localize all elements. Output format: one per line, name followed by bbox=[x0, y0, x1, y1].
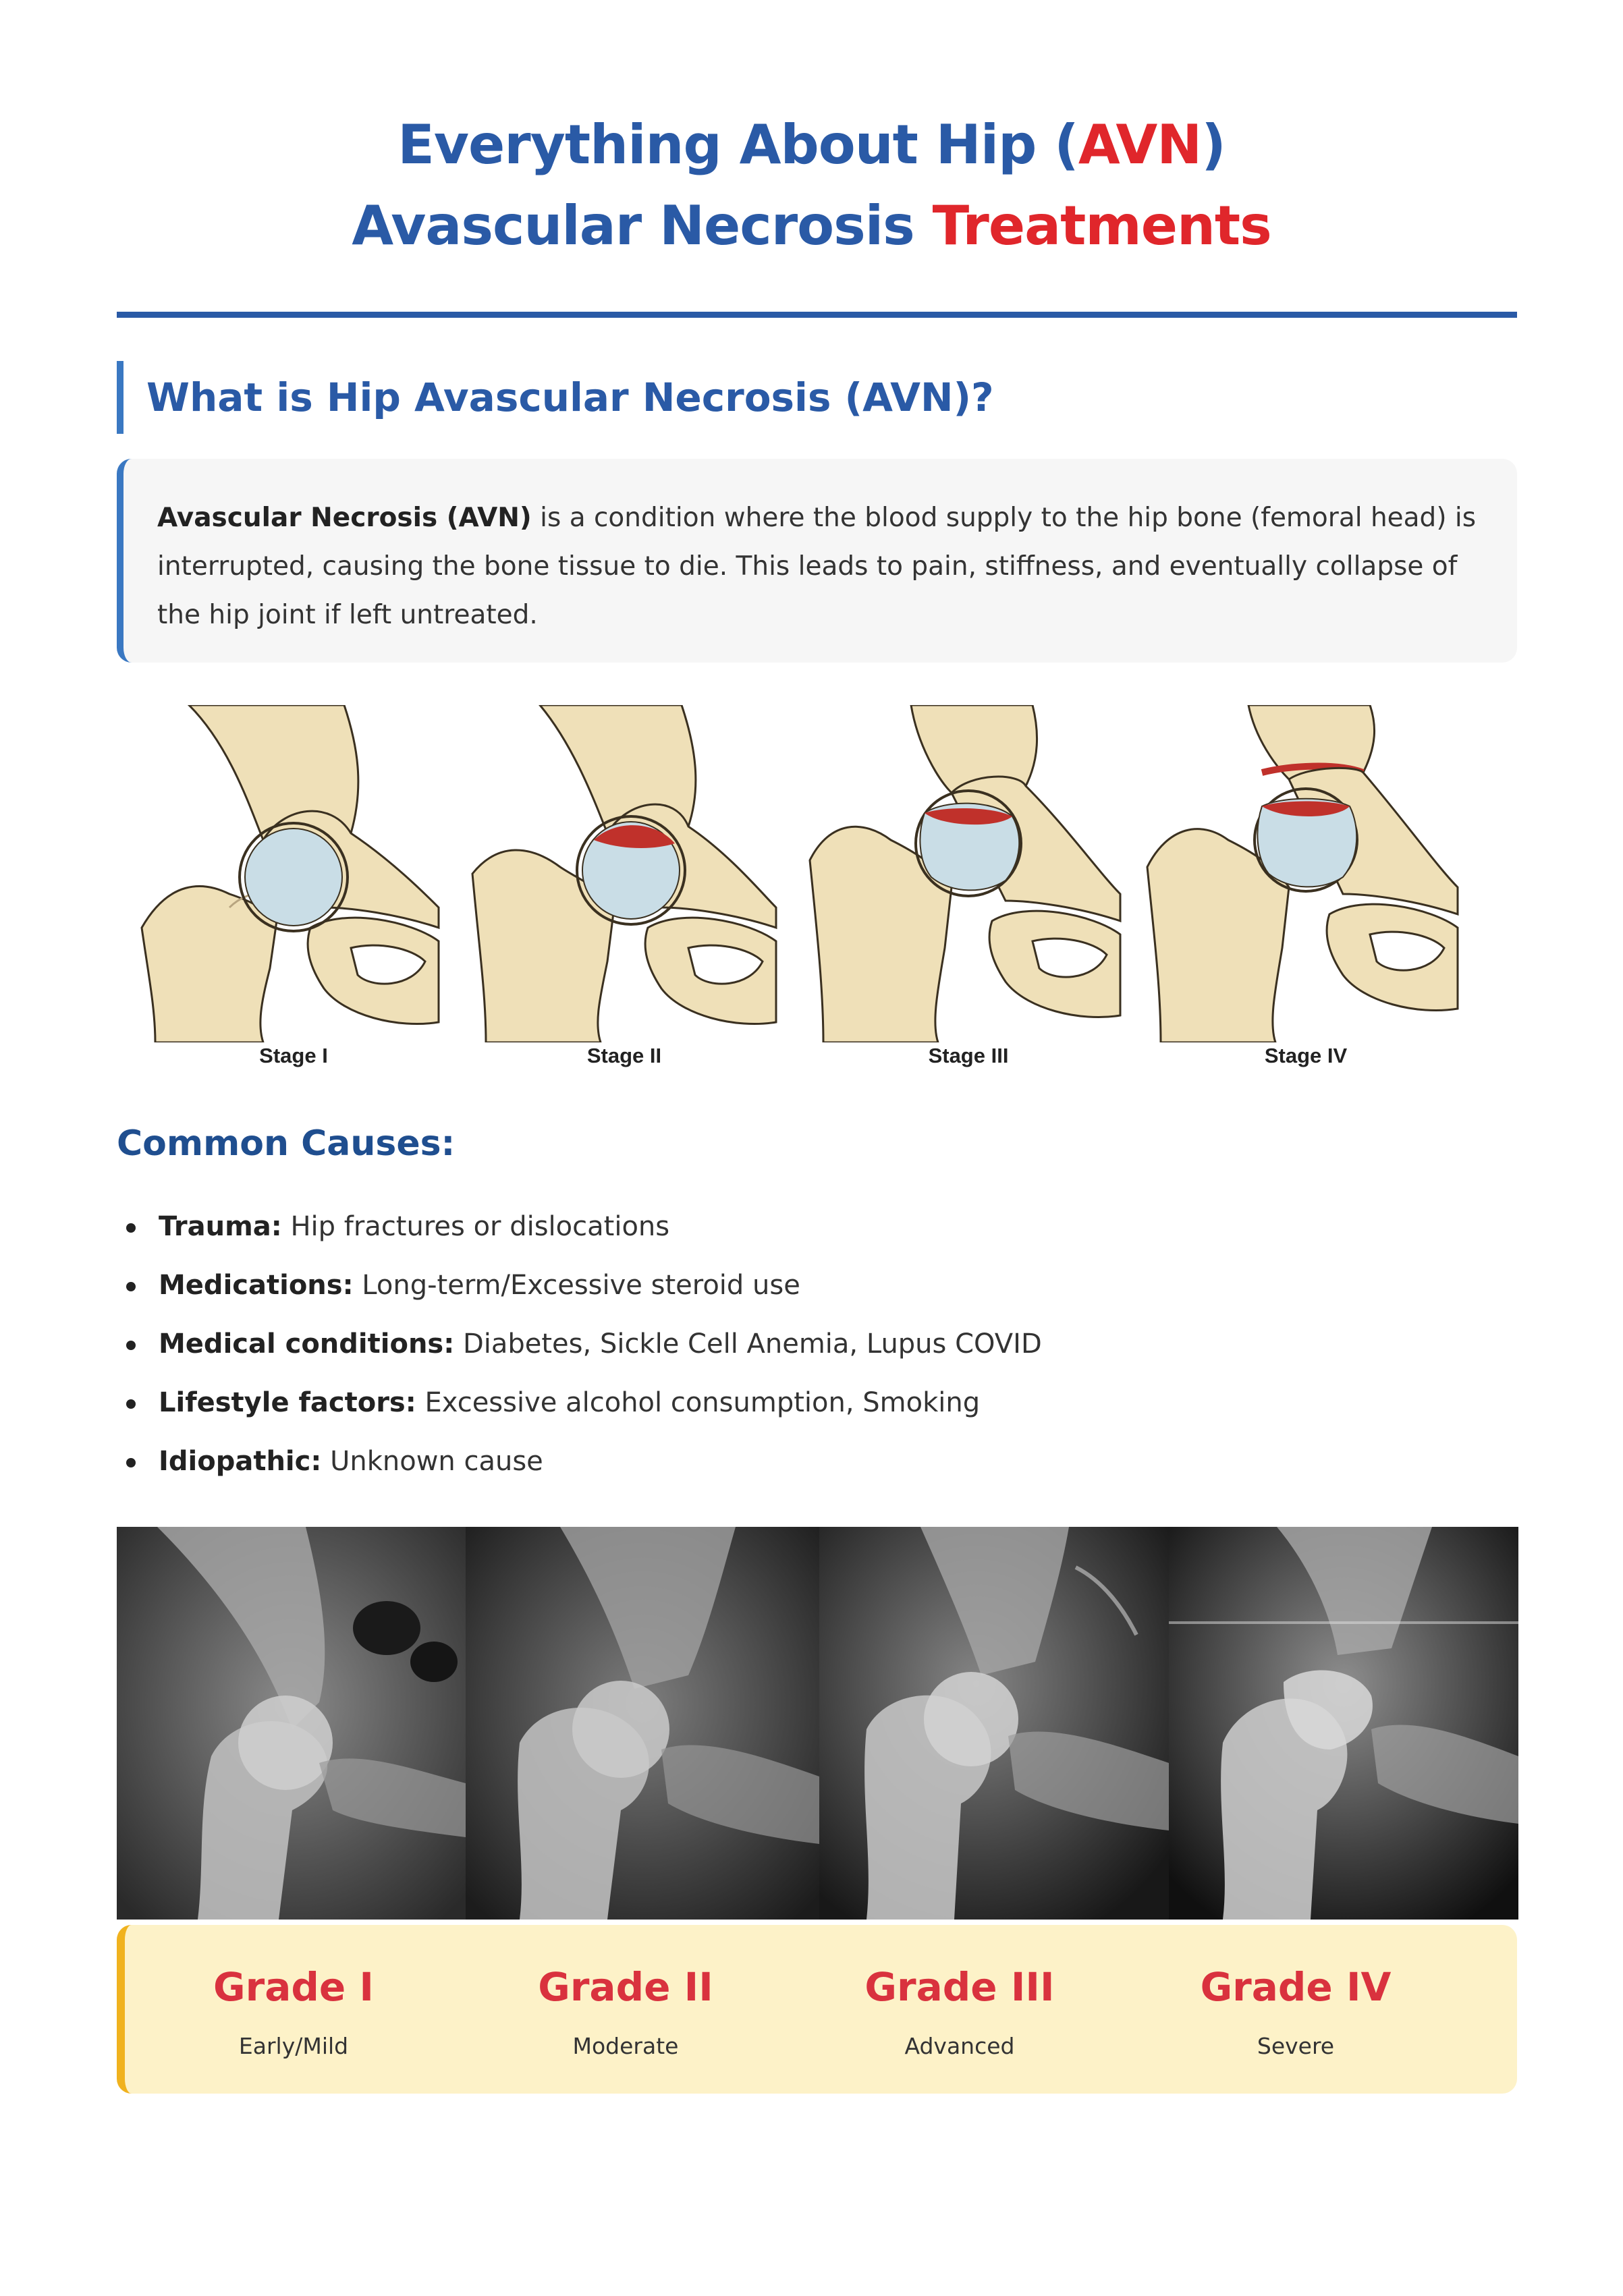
hip-xray-icon bbox=[117, 1527, 466, 1920]
list-item bbox=[117, 1315, 1517, 1374]
grade-title: Grade IV bbox=[1200, 1964, 1392, 2010]
grade-subtitle: Advanced bbox=[904, 2033, 1015, 2059]
stage-label: Stage III bbox=[928, 1044, 1009, 1067]
cause-label: Lifestyle factors: bbox=[159, 1387, 416, 1418]
stage-label: Stage I bbox=[259, 1044, 328, 1067]
hip-joint-illustration-icon bbox=[1140, 705, 1471, 1042]
stage-label: Stage II bbox=[586, 1044, 662, 1067]
xray-image-2 bbox=[466, 1527, 819, 1920]
cause-text: Hip fractures or dislocations bbox=[281, 1211, 670, 1242]
intro-bold-term: Avascular Necrosis (AVN) bbox=[157, 503, 532, 533]
title-text: Avascular Necrosis bbox=[352, 194, 933, 257]
stage-4 bbox=[1140, 705, 1471, 1083]
grade-item-3 bbox=[791, 1925, 1128, 2094]
cause-text: Excessive alcohol consumption, Smoking bbox=[416, 1387, 981, 1418]
page-title-line-1 bbox=[0, 113, 1623, 176]
stage-1 bbox=[128, 705, 459, 1083]
stage-illustrations bbox=[128, 705, 1512, 1083]
cause-label: Trauma: bbox=[159, 1211, 282, 1242]
intro-text: is a condition where the blood supply to the hip bone (femoral head) is interrupted, causing the bone tissue to die. This leads to pain, stiffness, and eventually collapse of the hip joint if left untreated. bbox=[157, 503, 1477, 630]
cause-text: Unknown cause bbox=[321, 1446, 543, 1477]
stage-3 bbox=[803, 705, 1134, 1083]
title-highlight: AVN bbox=[1078, 113, 1202, 176]
cause-label: Idiopathic: bbox=[159, 1446, 322, 1477]
grade-item-1 bbox=[125, 1925, 462, 2094]
grade-subtitle: Early/Mild bbox=[238, 2033, 349, 2059]
grade-item-2 bbox=[457, 1925, 794, 2094]
hip-joint-illustration-icon bbox=[803, 705, 1134, 1042]
title-divider bbox=[117, 312, 1517, 318]
xray-image-1 bbox=[117, 1527, 466, 1920]
grade-title: Grade II bbox=[538, 1964, 713, 2010]
xray-image-4 bbox=[1169, 1527, 1518, 1920]
hip-joint-illustration-icon bbox=[459, 705, 790, 1042]
intro-callout bbox=[117, 459, 1517, 663]
hip-xray-icon bbox=[466, 1527, 819, 1920]
grade-subtitle: Severe bbox=[1257, 2033, 1335, 2059]
title-text: ) bbox=[1201, 113, 1226, 176]
stage-label: Stage IV bbox=[1264, 1044, 1348, 1067]
grades-panel bbox=[117, 1925, 1517, 2094]
hip-joint-illustration-icon bbox=[128, 705, 459, 1042]
causes-list bbox=[117, 1198, 1517, 1491]
section-heading: What is Hip Avascular Necrosis (AVN)? bbox=[117, 361, 994, 434]
cause-label: Medical conditions: bbox=[159, 1328, 455, 1360]
list-item bbox=[117, 1256, 1517, 1315]
cause-label: Medications: bbox=[159, 1270, 354, 1301]
hip-xray-icon bbox=[819, 1527, 1169, 1920]
grade-item-4 bbox=[1127, 1925, 1464, 2094]
list-item bbox=[117, 1432, 1517, 1491]
grade-title: Grade I bbox=[213, 1964, 374, 2010]
causes-heading: Common Causes: bbox=[117, 1123, 456, 1164]
xray-strip bbox=[117, 1527, 1518, 1920]
list-item bbox=[117, 1374, 1517, 1432]
grade-subtitle: Moderate bbox=[572, 2033, 679, 2059]
cause-text: Diabetes, Sickle Cell Anemia, Lupus COVID bbox=[454, 1328, 1042, 1360]
hip-xray-icon bbox=[1169, 1527, 1518, 1920]
title-highlight: Treatments bbox=[932, 194, 1271, 257]
stage-2 bbox=[459, 705, 790, 1083]
xray-image-3 bbox=[819, 1527, 1169, 1920]
title-text: Everything About Hip ( bbox=[397, 113, 1078, 176]
grade-title: Grade III bbox=[864, 1964, 1055, 2010]
list-item bbox=[117, 1198, 1517, 1256]
page-title-line-2 bbox=[0, 194, 1623, 257]
cause-text: Long-term/Excessive steroid use bbox=[353, 1270, 800, 1301]
